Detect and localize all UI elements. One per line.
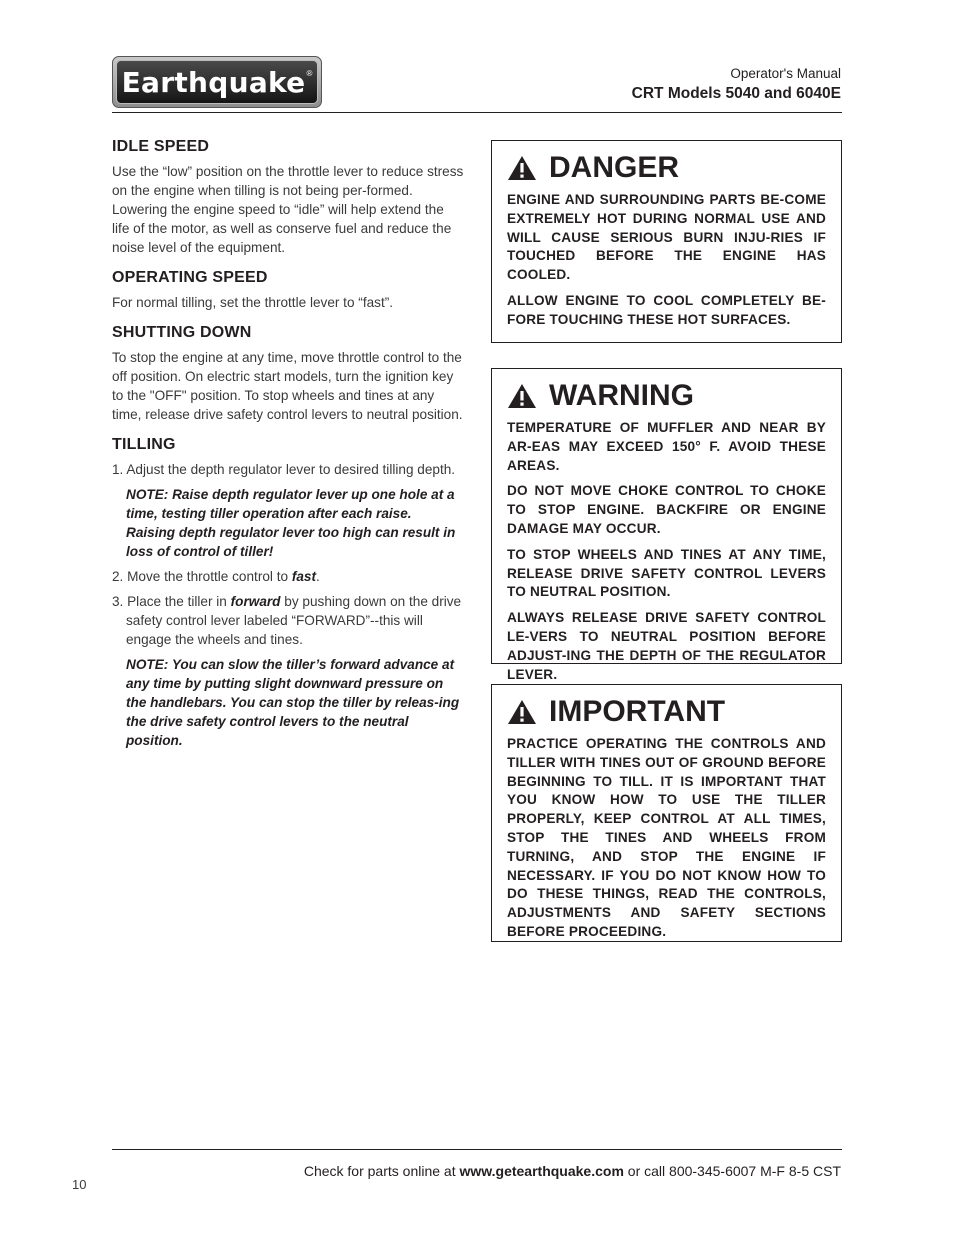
tilling-note-2: NOTE: You can slow the tiller’s forward advance at any time by putting slight downward pressure on the handlebars. You can stop the tiller by releas-ing the drive safety control levers to the neutral position.: [126, 657, 460, 748]
tilling-note-1: NOTE: Raise depth regulator lever up one hole at a time, testing tiller operation after each raise. Raising depth regulator lever too high can result in loss of control of tiller!: [126, 487, 456, 559]
warning-triangle-icon: [507, 155, 537, 181]
website-link[interactable]: www.getearthquake.com: [459, 1163, 624, 1179]
models-title: CRT Models 5040 and 6040E: [631, 85, 841, 102]
idle-speed-text: Use the “low” position on the throttle lever to reduce stress on the engine when tilling is not being per-formed. Lowering the engine speed to “idle” will help extend the life of the motor, as well as conserve fuel and reduce the noise level of the equipment.: [112, 164, 464, 255]
left-column: [112, 138, 464, 756]
warning-title: WARNING: [549, 379, 694, 412]
page-number: 10: [72, 1177, 87, 1192]
fast-emphasis: fast: [291, 569, 317, 584]
footer-rule: [112, 1149, 842, 1150]
tilling-step-3: 3. Place the tiller in forward by pushing down on the drive safety control lever labeled “FORWARD”--this will engage the wheels and tines.: [112, 594, 462, 647]
warning-text-2: DO NOT MOVE CHOKE CONTROL TO CHOKE TO STOP ENGINE. BACKFIRE OR ENGINE DAMAGE MAY OCCUR.: [507, 483, 826, 536]
operating-speed-text: For normal tilling, set the throttle lever to “fast”.: [112, 295, 394, 310]
important-box: [491, 684, 842, 942]
forward-emphasis: forward: [230, 594, 281, 609]
tilling-heading: TILLING: [112, 436, 176, 453]
danger-text-1: ENGINE AND SURROUNDING PARTS BE-COME EXTREMELY HOT DURING NORMAL USE AND WILL CAUSE SERIOUS BURN INJU-RIES IF TOUCHED BEFORE THE ENGINE HAS COOLED.: [507, 192, 826, 283]
shutting-down-heading: SHUTTING DOWN: [112, 324, 252, 341]
tilling-step-2: 2. Move the throttle control to fast.: [112, 569, 320, 584]
important-text: PRACTICE OPERATING THE CONTROLS AND TILLER WITH TINES OUT OF GROUND BEFORE BEGINNING TO TILL. IT IS IMPORTANT THAT YOU KNOW HOW TO USE THE TILLER PROPERLY, KEEP CONTROL AT ALL TIMES, STOP THE TINES AND WHEELS FROM TURNING, AND STOP THE ENGINE IF NECESSARY. IF YOU DO NOT KNOW HOW TO DO THESE THINGS, READ THE CONTROLS, ADJUSTMENTS AND SAFETY SECTIONS BEFORE PROCEEDING.: [507, 736, 826, 939]
header-rule: [112, 112, 842, 113]
warning-text-4: ALWAYS RELEASE DRIVE SAFETY CONTROL LE-VERS TO NEUTRAL POSITION BEFORE ADJUST-ING THE DEPTH OF THE REGULATOR LEVER.: [507, 610, 826, 682]
danger-box: [491, 140, 842, 343]
warning-text-1: TEMPERATURE OF MUFFLER AND NEAR BY AR-EAS MAY EXCEED 150° F. AVOID THESE AREAS.: [507, 420, 826, 473]
operating-speed-heading: OPERATING SPEED: [112, 269, 268, 286]
warning-triangle-icon: [507, 699, 537, 725]
danger-title: DANGER: [549, 151, 680, 184]
earthquake-logo: [112, 56, 322, 108]
warning-box: [491, 368, 842, 682]
warning-text-3: TO STOP WHEELS AND TINES AT ANY TIME, RELEASE DRIVE SAFETY CONTROL LEVERS TO NEUTRAL POSITION.: [507, 546, 826, 600]
shutting-down-text: To stop the engine at any time, move throttle control to the off position. On electric start models, turn the ignition key to the "OFF" position. To stop wheels and tines at any time, release drive safety control levers to neutral position.: [112, 350, 463, 422]
manual-label: Operator's Manual: [730, 66, 841, 81]
tilling-step-1: 1. Adjust the depth regulator lever to desired tilling depth.: [112, 462, 456, 477]
footer-text: Check for parts online at www.getearthquake.com or call 800-345-6007 M-F 8-5 CST: [303, 1163, 841, 1179]
warning-triangle-icon: [507, 383, 537, 409]
logo-registered-mark: ®: [306, 69, 313, 78]
logo-text: Earthquake: [121, 65, 306, 99]
danger-text-2: ALLOW ENGINE TO COOL COMPLETELY BE-FORE TOUCHING THESE HOT SURFACES.: [507, 292, 826, 327]
idle-speed-heading: IDLE SPEED: [112, 138, 210, 155]
important-title: IMPORTANT: [549, 695, 726, 728]
